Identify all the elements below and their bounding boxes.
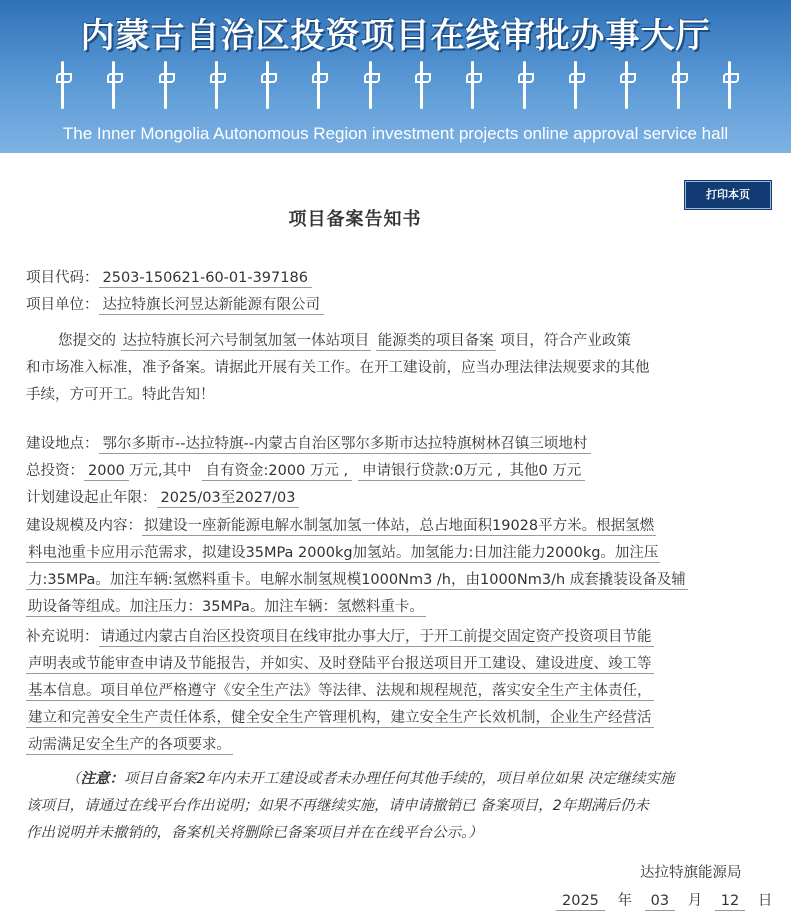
- scale-label: 建设规模及内容：: [26, 518, 142, 534]
- investment-loan: 申请银行贷款:0万元 ,: [358, 463, 505, 481]
- project-unit-value: 达拉特旗长河昱达新能源有限公司: [99, 297, 325, 315]
- scale-section: 建设规模及内容： 拟建设一座新能源电解水制氢加氢一体站，总占地面积19028平方米。根据氢燃 料电池重卡应用示范需求，拟建设35MPa 2000kg加氢站。加氢能力:日加注能力2000kg。加注压 力:35MPa。加注车辆:氢燃料重卡。电解水制氢规模1000Nm3 /h，由1000Nm3/h 成套撬装设备及辅 助设备等组成。加注压力：35MPa。加注车辆：氢燃料重卡。: [26, 518, 686, 615]
- location-label: 建设地点：: [26, 436, 99, 452]
- print-button[interactable]: 打印本页: [685, 181, 771, 209]
- investment-total: 2000: [84, 463, 129, 481]
- banner-title: 内蒙古自治区投资项目在线审批办事大厅: [80, 16, 711, 56]
- schedule-value: 2025/03至2027/03: [157, 490, 300, 508]
- project-code-row: [26, 266, 312, 287]
- project-unit-row: [26, 293, 324, 314]
- date-day: 12: [715, 893, 745, 911]
- location-value: 鄂尔多斯市--达拉特旗--内蒙古自治区鄂尔多斯市达拉特旗树林召镇三顷地村: [99, 436, 592, 454]
- project-unit-label: 项目单位：: [26, 297, 99, 313]
- supplement-label: 补充说明：: [26, 629, 99, 645]
- investment-other: 其他0 万元: [505, 463, 585, 481]
- document-title: 项目备案告知书: [288, 209, 422, 230]
- schedule-row: [26, 486, 299, 507]
- banner-subtitle-en: The Inner Mongolia Autonomous Region investment projects online approval service hall: [62, 124, 729, 143]
- notice-paragraph: 您提交的 达拉特旗长河六号制氢加氢一体站项目 能源类的项目备案 项目，符合产业政策 和市场准入标准，准予备案。请据此开展有关工作。在开工建设前，应当办理法律法规要求的其他 手续，方可开工。特此告知！: [26, 333, 650, 403]
- note-section: （注意：项目自备案2年内未开工建设或者未办理任何其他手续的，项目单位如果 决定继续实施 该项目，请通过在线平台作出说明；如果不再继续实施，请申请撤销已 备案项目，2年期满后仍未 作出说明并未撤销的，备案机关将删除已备案项目并在在线平台公示。）: [26, 771, 675, 841]
- schedule-label: 计划建设起止年限：: [26, 490, 157, 506]
- project-code-label: 项目代码：: [26, 270, 99, 286]
- project-category: 能源类的项目备案: [377, 333, 494, 349]
- location-row: [26, 432, 591, 453]
- header-banner: [0, 0, 791, 153]
- date-month: 03: [645, 893, 675, 911]
- issue-date: 2025 年 03 月 12 日: [556, 889, 780, 910]
- project-code-value: 2503-150621-60-01-397186: [99, 270, 312, 288]
- investment-own: 自有资金:2000 万元 ,: [202, 463, 353, 481]
- mongolian-script-decoration: [55, 55, 736, 115]
- investment-label: 总投资：: [26, 463, 84, 479]
- date-year: 2025: [556, 893, 605, 911]
- investment-row: 总投资： 2000 万元,其中 自有资金:2000 万元 , 申请银行贷款:0万元 , 其他0 万元: [26, 459, 585, 480]
- supplement-section: 补充说明： 请通过内蒙古自治区投资项目在线审批办事大厅，于开工前提交固定资产投资项目节能 声明表或节能审查申请及节能报告，并如实、及时登陆平台报送项目开工建设、建设进度、竣工等 基本信息。项目单位严格遵守《安全生产法》等法律、法规和规程规范，落实安全生产主体责任， 建立和完善安全生产责任体系，健全安全生产管理机构，建立安全生产长效机制，企业生产经营活 动需满足安全生产的各项要求。: [26, 629, 652, 753]
- issuing-authority: 达拉特旗能源局: [640, 865, 742, 881]
- project-name: 达拉特旗长河六号制氢加氢一体站项目: [122, 333, 370, 349]
